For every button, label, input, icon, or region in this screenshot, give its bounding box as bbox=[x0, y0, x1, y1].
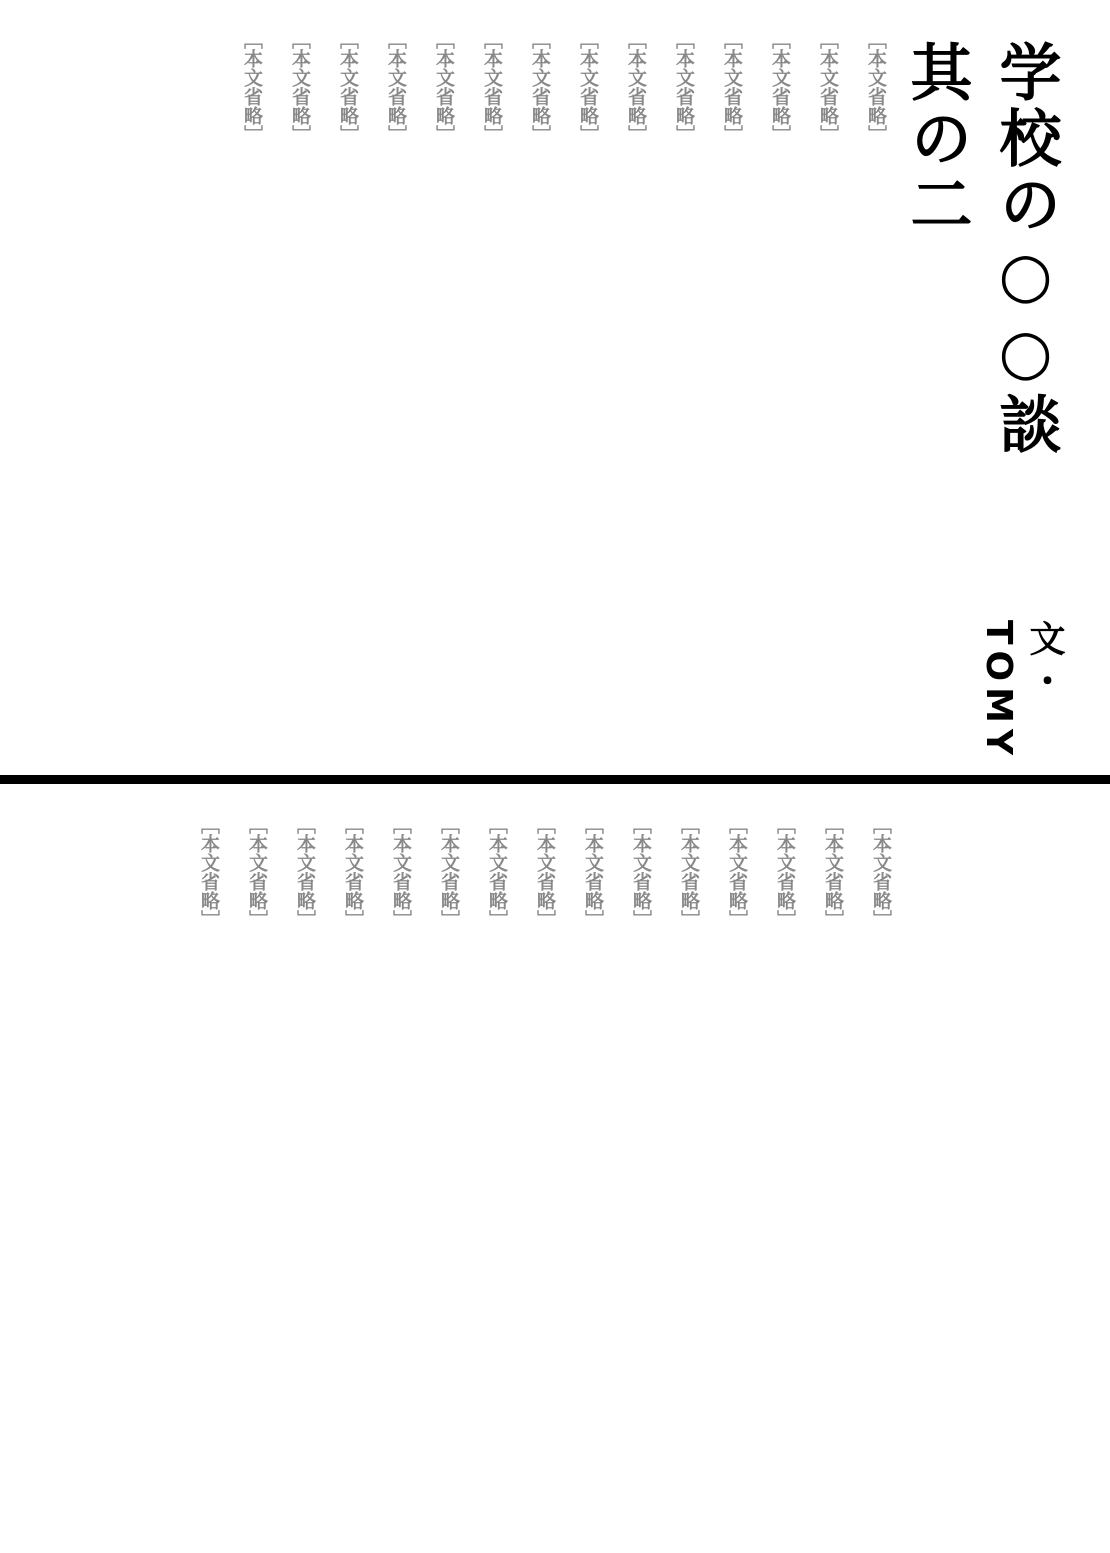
bottom-section bbox=[0, 785, 1110, 1553]
text-column: ［本文省略］ bbox=[241, 30, 263, 144]
text-column: ［本文省略］ bbox=[577, 30, 599, 144]
text-column: ［本文省略］ bbox=[246, 815, 268, 929]
top-section bbox=[0, 0, 1110, 775]
text-column: ［本文省略］ bbox=[342, 815, 364, 929]
text-column: ［本文省略］ bbox=[678, 815, 700, 929]
text-column: ［本文省略］ bbox=[865, 30, 887, 144]
text-column: ［本文省略］ bbox=[817, 30, 839, 144]
text-column: ［本文省略］ bbox=[481, 30, 503, 144]
text-column: ［本文省略］ bbox=[438, 815, 460, 929]
text-column: ［本文省略］ bbox=[294, 815, 316, 929]
text-column: ［本文省略］ bbox=[726, 815, 748, 929]
text-column: ［本文省略］ bbox=[385, 30, 407, 144]
text-column: ［本文省略］ bbox=[433, 30, 455, 144]
text-column: ［本文省略］ bbox=[198, 815, 220, 929]
text-column: ［本文省略］ bbox=[337, 30, 359, 144]
top-text-columns bbox=[228, 30, 900, 750]
text-column: ［本文省略］ bbox=[390, 815, 412, 929]
text-column: ［本文省略］ bbox=[486, 815, 508, 929]
text-column: ［本文省略］ bbox=[822, 815, 844, 929]
text-column: ［本文省略］ bbox=[673, 30, 695, 144]
text-column: ［本文省略］ bbox=[582, 815, 604, 929]
section-divider bbox=[0, 775, 1110, 784]
story-title: 学校の○○談 其の二 bbox=[900, 40, 1062, 458]
text-column: ［本文省略］ bbox=[625, 30, 647, 144]
text-column: ［本文省略］ bbox=[529, 30, 551, 144]
text-column: ［本文省略］ bbox=[870, 815, 892, 929]
text-column: ［本文省略］ bbox=[721, 30, 743, 144]
text-column: ［本文省略］ bbox=[769, 30, 791, 144]
title-block bbox=[892, 40, 1070, 775]
author-byline: 文・TOMY bbox=[978, 619, 1065, 762]
text-column: ［本文省略］ bbox=[774, 815, 796, 929]
text-column: ［本文省略］ bbox=[630, 815, 652, 929]
text-column: ［本文省略］ bbox=[289, 30, 311, 144]
text-column: ［本文省略］ bbox=[534, 815, 556, 929]
bottom-text-columns bbox=[185, 815, 905, 1535]
